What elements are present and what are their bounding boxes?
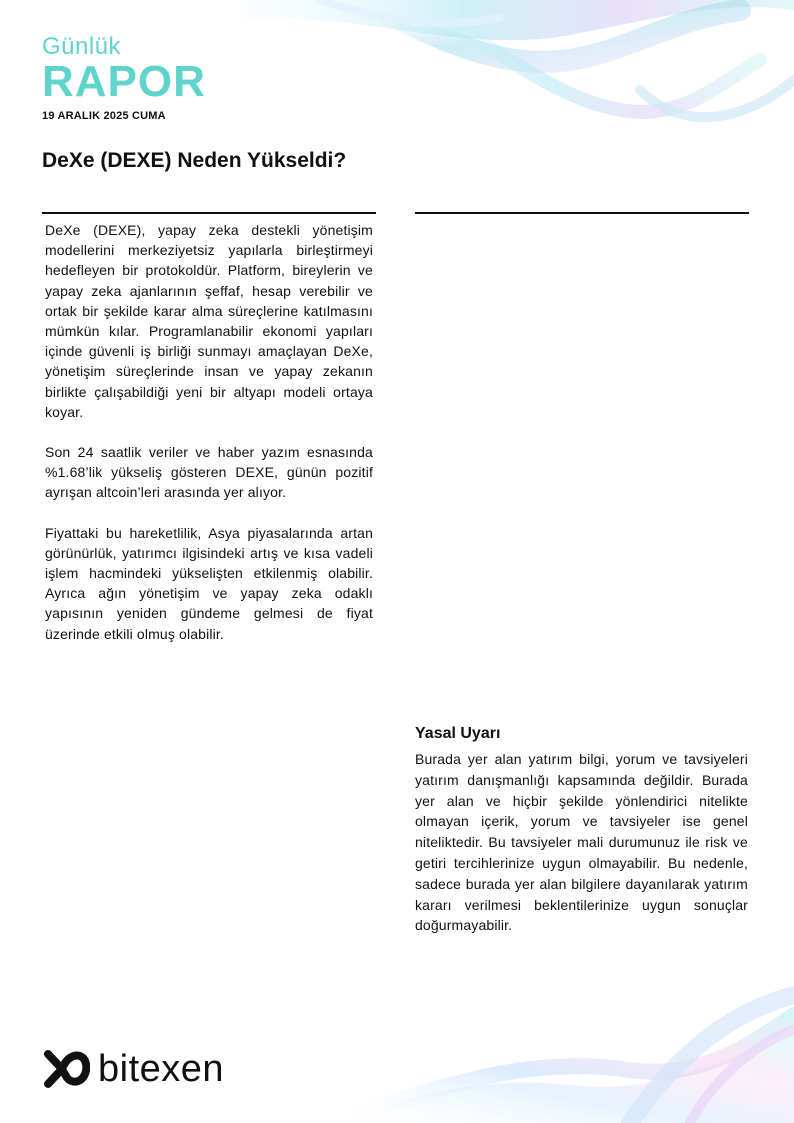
divider-right [415,212,749,214]
report-date: 19 ARALIK 2025 CUMA [42,110,166,122]
disclaimer-body: Burada yer alan yatırım bilgi, yorum ve tavsiyeleri yatırım danışmanlığı kapsamında değildir. Burada yer alan ve hiçbir şekilde yönlendirici nitelikte olmayan içerik, yorum ve tavsiyeler ise genel niteliktedir. Bu tavsiyeler mali durumunuz ile risk ve getiri tercihlerinize uygun olmayabilir. Bu nedenle, sadece burada yer alan bilgilere dayanılarak yatırım kararı verilmesi beklentilerinize uygun sonuçlar doğurmayabilir. [415,751,748,934]
article-headline: DeXe (DEXE) Neden Yükseldi? [42,149,347,172]
article-paragraph: Fiyattaki bu hareketlilik, Asya piyasalarında artan görünürlük, yatırımcı ilgisindeki artış ve kısa vadeli işlem hacmindeki yükselişten etkilenmiş olabilir. Ayrıca ağın yönetişim ve yapay zeka odaklı yapısının yeniden gündeme gelmesi de fiyat üzerinde etkili olmuş olabilir. [45,524,373,642]
disclaimer-title: Yasal Uyarı [415,725,501,742]
bitexen-logo [42,1046,224,1092]
article-paragraph: DeXe (DEXE), yapay zeka destekli yönetişim modellerini merkeziyetsiz yapılarla birleştirmeyi hedefleyen bir protokoldür. Platform, bireylerin ve yapay zeka ajanlarının şeffaf, hesap verebilir ve ortak bir şekilde karar alma süreçlerine katılmasını mümkün kılar. Programlanabilir ekonomi yapıları içinde güvenli iş birliği sunmayı amaçlayan DeXe, yönetişim süreçlerinde insan ve yapay zekanın birlikte çalışabildiği yeni bir altyapı modeli ortaya koyar. [45,222,373,420]
article-paragraph: Son 24 saatlik veriler ve haber yazım esnasında %1.68’lik yükseliş gösteren DEXE, günün pozitif ayrışan altcoin’leri arasında yer alıyor. [45,444,373,501]
report-kicker: Günlük [42,33,122,60]
legal-disclaimer [415,723,748,936]
report-title: RAPOR [42,57,206,106]
decorative-glass-swirl-top [240,0,794,135]
decorative-glass-swirl-bottom [330,975,794,1123]
report-header [42,34,206,122]
divider-left [42,212,376,214]
brand-name: bitexen [98,1048,225,1090]
article-body [45,220,373,664]
bitexen-logo-icon [42,1046,90,1092]
